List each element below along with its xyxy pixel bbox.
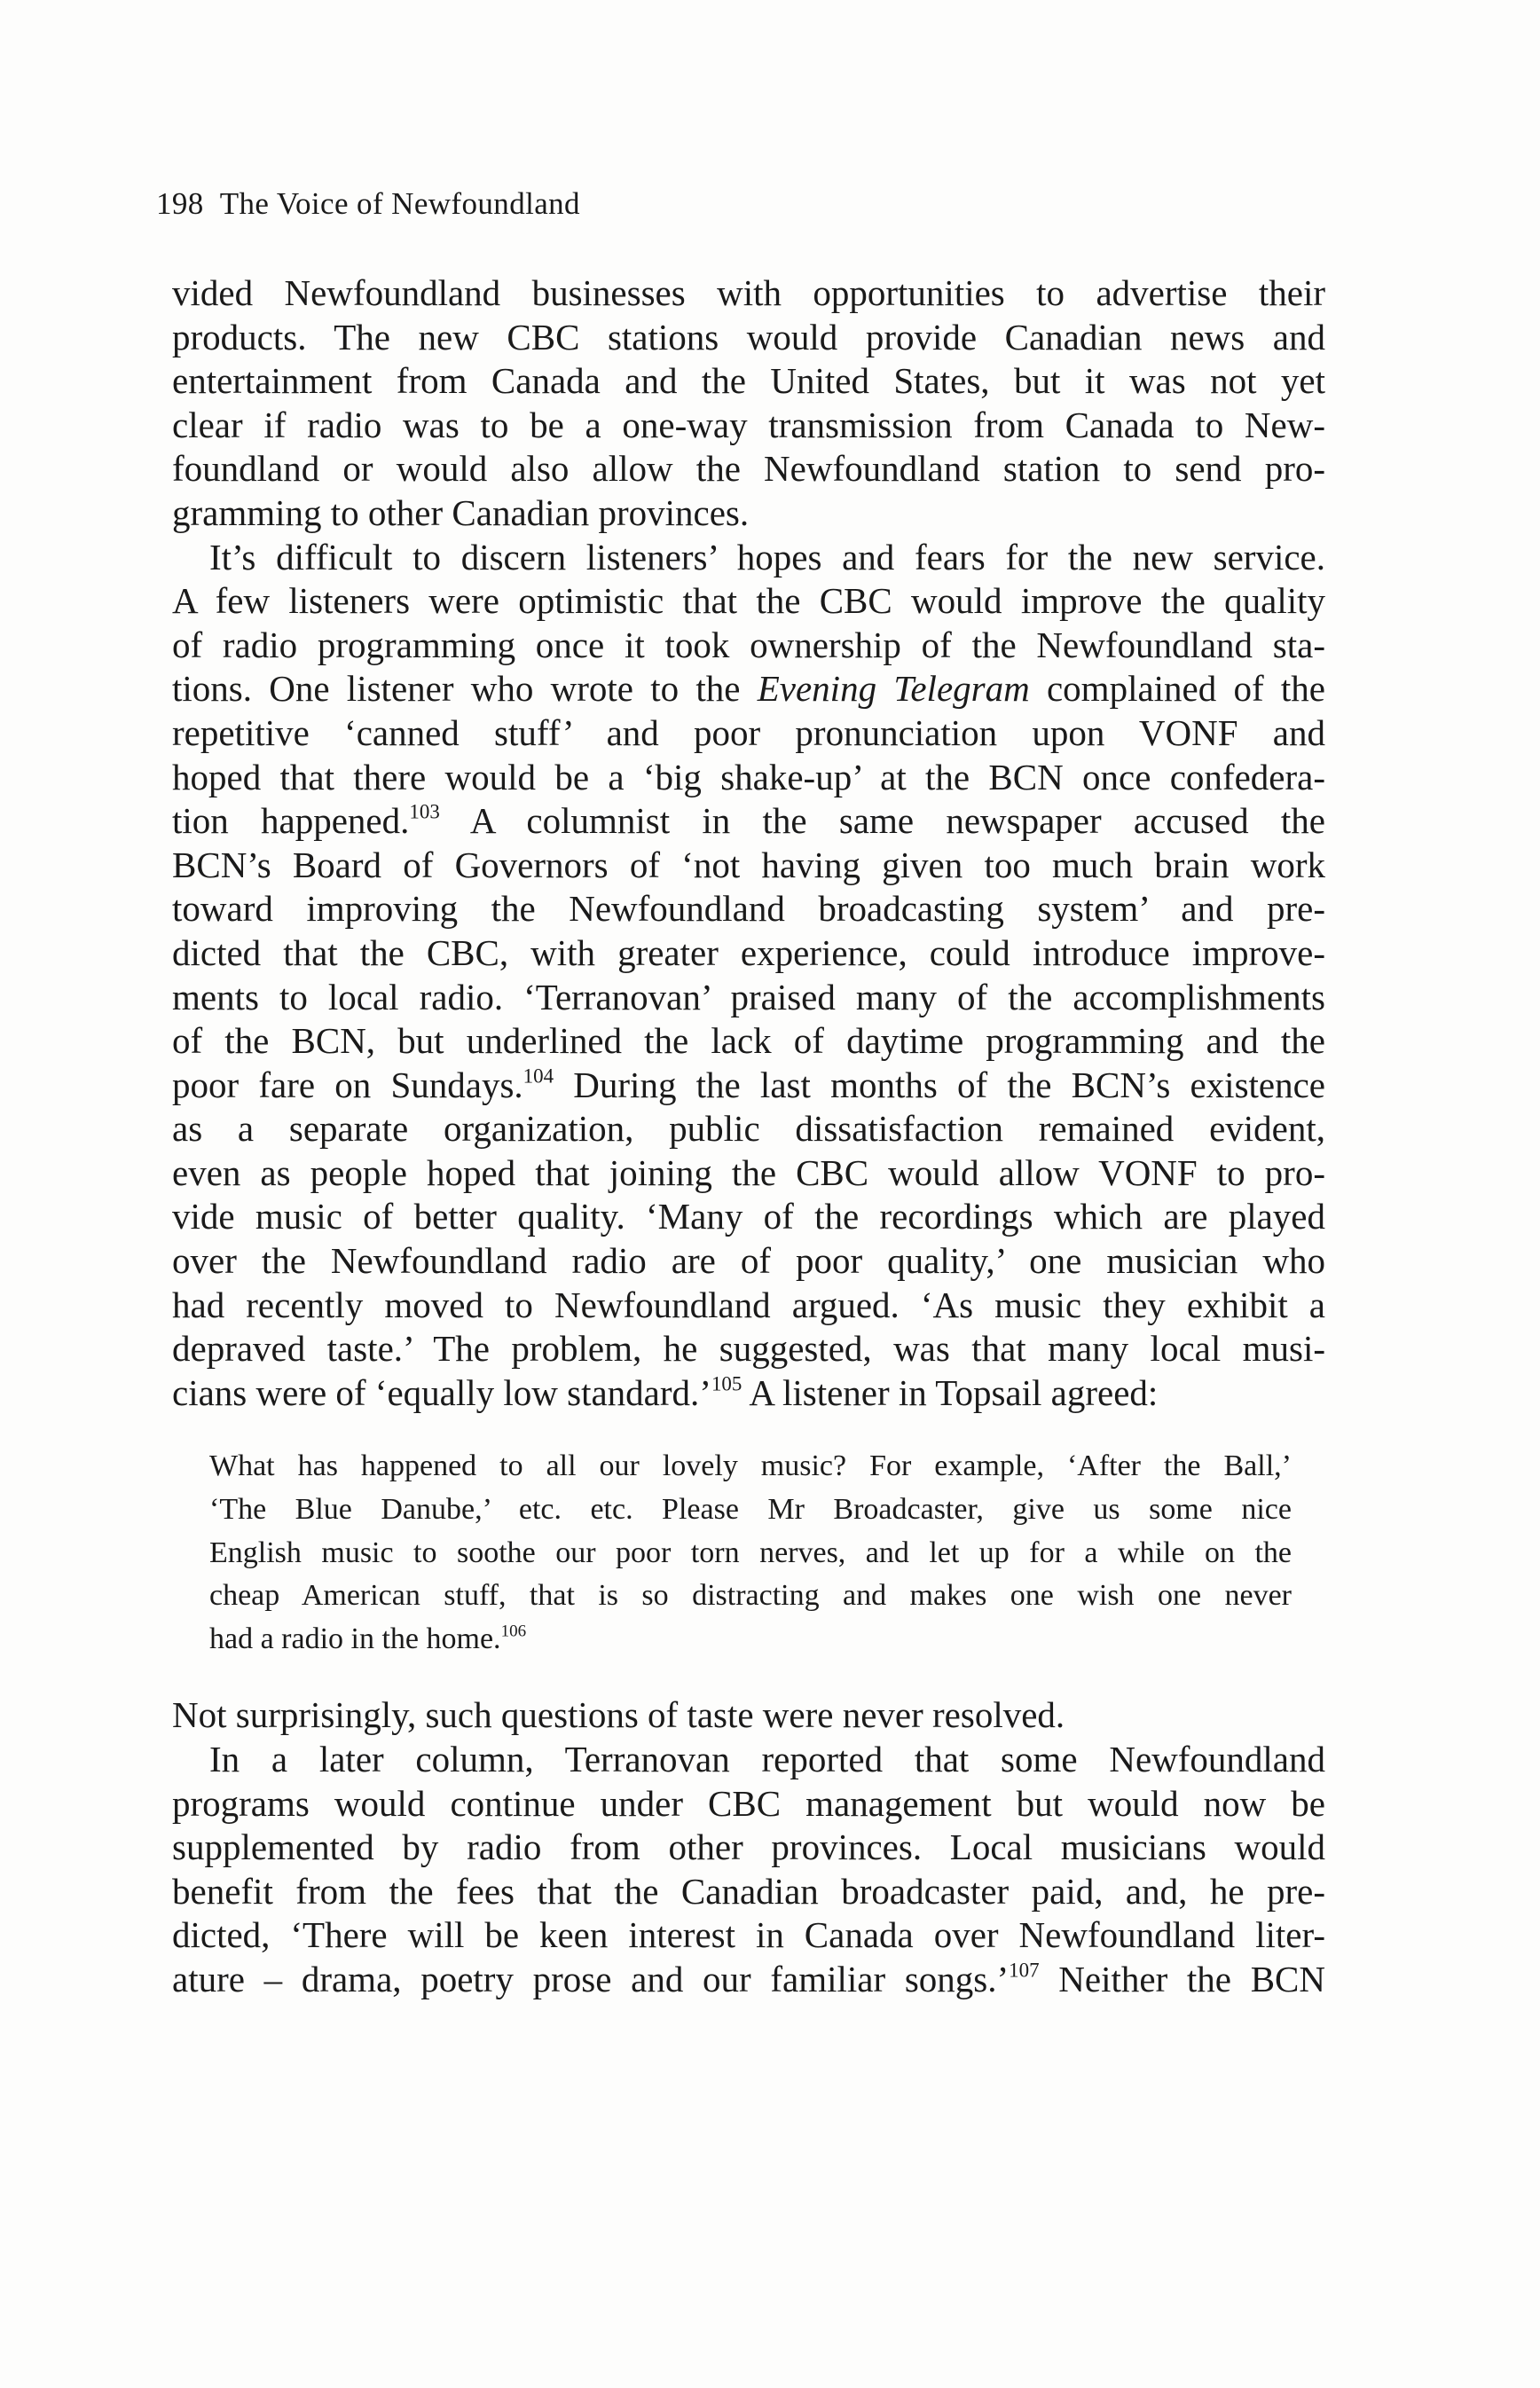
text-line: dicted, ‘There will be keen interest in Canada over Newfoundland liter-: [172, 1914, 1325, 1956]
quote-line: [209, 1618, 1292, 1661]
quote-line: cheap American stuff, that is so distracting and makes one wish one never: [209, 1579, 1292, 1613]
paragraph: [172, 1738, 1325, 2002]
text-segment: Neither the BCN: [1058, 1958, 1325, 1999]
text-line: A few listeners were optimistic that the CBC would improve the quality: [172, 580, 1325, 622]
body-text: [172, 271, 1325, 2002]
newspaper-title: Evening Telegram: [757, 668, 1030, 710]
text-line: of radio programming once it took ownership of the Newfoundland sta-: [172, 624, 1325, 665]
footnote-ref-106: 106: [500, 1622, 527, 1641]
text-line: as a separate organization, public dissatisfaction remained evident,: [172, 1108, 1325, 1150]
text-segment: A listener in Topsail agreed:: [749, 1371, 1159, 1413]
text-line: toward improving the Newfoundland broadcasting system’ and pre-: [172, 888, 1325, 930]
text-line: supplemented by radio from other provinces. Local musicians would: [172, 1826, 1325, 1868]
running-header: [156, 185, 580, 224]
text-segment: During the last months of the BCN’s existence: [573, 1064, 1326, 1105]
text-line: [172, 667, 1325, 711]
text-line: foundland or would also allow the Newfoundland station to send pro-: [172, 448, 1325, 490]
text-segment: poor fare on Sundays.: [172, 1064, 523, 1105]
footnote-ref-104: 104: [522, 1064, 554, 1088]
text-line: [172, 799, 1325, 844]
text-line: [172, 1064, 1325, 1108]
text-line: ments to local radio. ‘Terranovan’ praised many of the accomplishments: [172, 976, 1325, 1017]
running-title: The Voice of Newfoundland: [219, 186, 580, 221]
footnote-ref-107: 107: [1009, 1959, 1040, 1982]
paragraph: [172, 536, 1325, 1416]
text-line: gramming to other Canadian provinces.: [172, 491, 750, 533]
text-line: [172, 1958, 1325, 2002]
text-segment: complained of the: [1046, 668, 1326, 710]
text-line: over the Newfoundland radio are of poor quality,’ one musician who: [172, 1240, 1325, 1282]
text-line: repetitive ‘canned stuff’ and poor pronunciation upon VONF and: [172, 711, 1325, 753]
text-line: vide music of better quality. ‘Many of the recordings which are played: [172, 1196, 1325, 1237]
text-line: hoped that there would be a ‘big shake-up’ at the BCN once confedera-: [172, 756, 1325, 797]
text-line: dicted that the CBC, with greater experience, could introduce improve-: [172, 931, 1325, 973]
text-line: depraved taste.’ The problem, he suggested, was that many local musi-: [172, 1328, 1325, 1370]
text-segment: cians were of ‘equally low standard.’: [172, 1371, 711, 1413]
text-segment: tions. One listener who wrote to the: [172, 668, 741, 710]
quote-line: ‘The Blue Danube,’ etc. etc. Please Mr Broadcaster, give us some nice: [209, 1493, 1292, 1527]
text-line: Not surprisingly, such questions of taste were never resolved.: [172, 1694, 1065, 1736]
text-line: [172, 1371, 1325, 1416]
paragraph: [172, 1693, 1325, 1738]
quote-line: English music to soothe our poor torn nerves, and let up for a while on the: [209, 1536, 1292, 1569]
block-quote: [172, 1445, 1292, 1661]
paragraph: [172, 271, 1325, 536]
text-line: entertainment from Canada and the United States, but it was not yet: [172, 360, 1325, 402]
text-line: In a later column, Terranovan reported that some Newfoundland: [209, 1739, 1325, 1779]
text-line: of the BCN, but underlined the lack of daytime programming and the: [172, 1020, 1325, 1062]
text-segment: had a radio in the home.: [209, 1622, 501, 1655]
text-segment: A columnist in the same newspaper accused the: [469, 800, 1325, 842]
text-segment: ature – drama, poetry prose and our familiar songs.’: [172, 1958, 1010, 1999]
quote-line: What has happened to all our lovely music? For example, ‘After the Ball,’: [209, 1449, 1292, 1483]
text-line: products. The new CBC stations would provide Canadian news and: [172, 316, 1325, 357]
text-line: even as people hoped that joining the CBC would allow VONF to pro-: [172, 1151, 1325, 1193]
page-number: 198: [156, 186, 204, 221]
text-line: programs would continue under CBC management but would now be: [172, 1782, 1325, 1824]
text-line: benefit from the fees that the Canadian broadcaster paid, and, he pre-: [172, 1870, 1325, 1912]
text-line: It’s difficult to discern listeners’ hopes and fears for the new service.: [209, 536, 1325, 577]
footnote-ref-103: 103: [409, 800, 440, 823]
footnote-ref-105: 105: [711, 1372, 742, 1395]
text-segment: tion happened.: [172, 800, 410, 842]
text-line: vided Newfoundland businesses with opportunities to advertise their: [172, 272, 1325, 313]
text-line: clear if radio was to be a one-way transmission from Canada to New-: [172, 404, 1325, 445]
text-line: had recently moved to Newfoundland argued. ‘As music they exhibit a: [172, 1284, 1325, 1325]
text-line: BCN’s Board of Governors of ‘not having given too much brain work: [172, 844, 1325, 885]
